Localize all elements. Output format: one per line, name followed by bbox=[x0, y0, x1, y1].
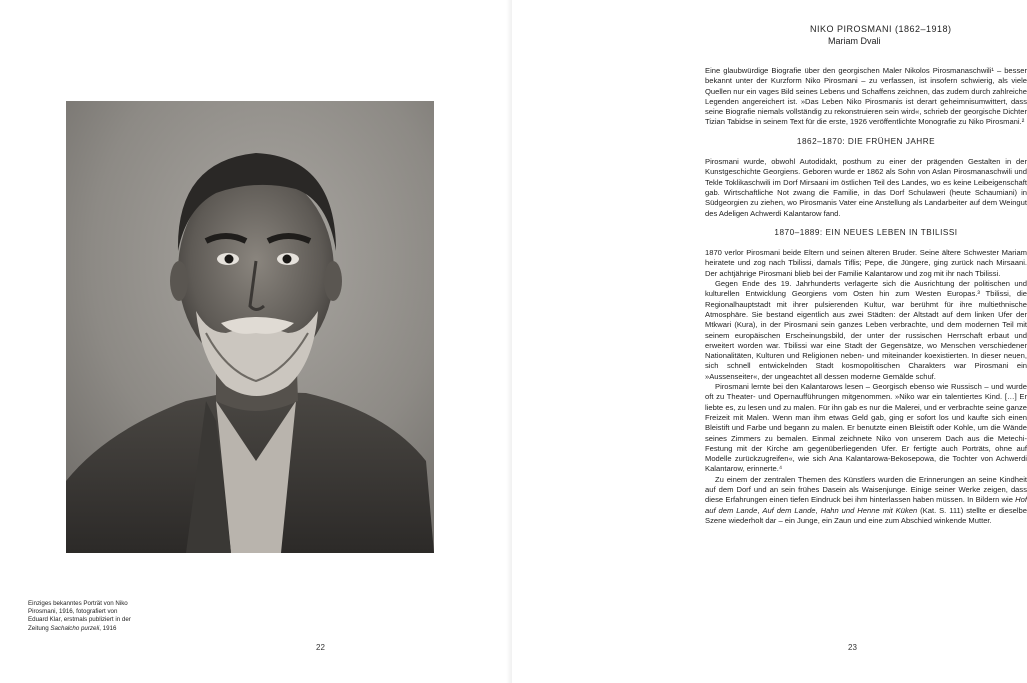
section-heading: 1862–1870: DIE FRÜHEN JAHRE bbox=[796, 136, 936, 146]
section-heading: 1870–1889: EIN NEUES LEBEN IN TBILISSI bbox=[774, 227, 958, 237]
chapter-author: Mariam Dvali bbox=[828, 36, 881, 46]
page-number-right: 23 bbox=[848, 643, 857, 652]
caption-line: Pirosmani, 1916, fotografiert von bbox=[28, 608, 118, 616]
caption-line bbox=[28, 625, 168, 633]
section-paragraph: Gegen Ende des 19. Jahrhunderts verlagerte sich die Ausrichtung der politischen und kulturellen Entwicklung Georgiens vom Osten hin zum Westen Europas.³ Tbilissi, die Regionalhauptstadt mit ihrer pulsierenden Kultur, war berühmt für ihre multiethnische Atmosphäre. Sie bestand eigentlich aus zwei Städten: der Altstadt auf dem linken Ufer der Mtkwari (Kura), in der Pirosmani sein ganzes Leben verbrachte, und dem modernen Teil mit seinem europäischen Erscheinungsbild, der unter der russischen Herrschaft erbaut und erweitert worden war. Tbilissi war eine Stadt der Gegensätze, wo Menschen verschiedener Nationalitäten, Kulturen und Religionen neben- und miteinander koexistierten. In dieser neuen, sich schnell entwickelnden Stadt kosmopolitischen Charakters war Pirosmani ein »Aussenseiter«, der ungeachtet all dessen moderne Gemälde schuf. bbox=[705, 279, 1027, 381]
artwork-title: Hahn und Henne mit Küken bbox=[820, 505, 918, 515]
paragraph-text: , bbox=[815, 505, 821, 515]
caption-line: Einziges bekanntes Porträt von Niko bbox=[28, 600, 128, 607]
section-paragraph: 1870 verlor Pirosmani beide Eltern und seinen älteren Bruder. Seine ältere Schwester Mariam heiratete und zog nach Tbilissi, damals Tiflis; Pepe, die Jüngere, ging zurück nach Mirsaani. Der achtjährige Pirosmani blieb bei der Familie Kalantarow und zog mit ihr nach Tbilissi. bbox=[705, 248, 1027, 278]
paragraph-text: , bbox=[757, 505, 763, 515]
caption-newspaper-title: Sachalcho purzeli bbox=[50, 624, 100, 632]
intro-paragraph: Eine glaubwürdige Biografie über den georgischen Maler Nikolos Pirosmanaschwili¹ – besser bekannt unter der Kurzform Niko Pirosmani – zu verfassen, ist insofern schwierig, als viele Quellen nur ein vages Bild seines Lebens und Schaffens zeichnen, das zudem durch zahlreiche Legenden angereichert ist. »Das Leben Niko Pirosmanis ist derart geheimnisumwittert, dass seine Biografie niemals vollständig zu rekonstruieren sein wird«, schrieb der georgische Dichter Tizian Tabidse in seinem Text für die erste, 1926 veröffentlichte Monografie zu Niko Pirosmani.² bbox=[705, 66, 1027, 127]
caption-text: , 1916 bbox=[99, 624, 117, 632]
paragraph-text: Zu einem der zentralen Themen des Künstlers wurden die Erinnerungen an seine Kindheit auf dem Dorf und an sein frühes Dasein als Waisenjunge. Einige seiner Werke zeigen, dass diese Erfahrungen einen tiefen Eindruck bei ihm hinterlassen haben müssen. In Bildern wie bbox=[705, 474, 1027, 505]
artwork-title: Hof auf dem Lande bbox=[705, 495, 1027, 515]
page-number-left: 22 bbox=[316, 643, 325, 652]
left-page bbox=[0, 0, 512, 683]
section-paragraph: Pirosmani lernte bei den Kalantarows lesen – Georgisch ebenso wie Russisch – und wurde oft zu Theater- und Opernaufführungen mitgenommen. »Niko war ein talentiertes Kind. […] Er liebte es, zu lesen und zu malen. Für ihn gab es nur die Malerei, und er verbrachte seine ganze Freizeit mit Malen. Wenn man ihm etwas Geld gab, ging er sofort los und kaufte sich einen Bleistift und Farbe und begann zu malen. Er benutzte einen Bleistift oder Kohle, um die Wände seines Zimmers zu bemalen. Einmal zeichnete Niko von unserem Dach aus die Metechi-Festung mit der Kirche am gegenüberliegenden Ufer. Er fertigte auch Porträts, ohne auf Modelle zurückzugreifen«, wie sich Ana Kalantarowa-Bekosepowa, die Tochter von Achwerdi Kalantarow, erinnerte.⁴ bbox=[705, 382, 1027, 474]
artwork-title: Auf dem Lande bbox=[762, 505, 816, 515]
section-paragraph bbox=[705, 475, 1027, 526]
chapter-title: NIKO PIROSMANI (1862–1918) bbox=[810, 24, 952, 34]
caption-line: Eduard Klar, erstmals publiziert in der bbox=[28, 616, 131, 624]
photo-caption bbox=[28, 600, 168, 633]
portrait-image bbox=[66, 101, 434, 553]
caption-text: Zeitung bbox=[28, 624, 51, 632]
portrait-photograph bbox=[66, 101, 434, 553]
paragraph-text: (Kat. S. 111) stellte er dieselbe Szene wiederholt dar – ein Junge, ein Zaun und eine zum Abschied winkende Mutter. bbox=[705, 505, 1027, 525]
section-paragraph: Pirosmani wurde, obwohl Autodidakt, posthum zu einer der prägenden Gestalten in der Kunstgeschichte Georgiens. Geboren wurde er 1862 als Sohn von Aslan Pirosmanaschwili und Tekle Toklikaschwili im Dorf Mirsaani im östlichen Teil des Landes, wo es keine Leibeigenschaft gab. Wirtschaftliche Not zwang die Familie, in das Dorf Schulaweri (heute Schaumiani) in Südgeorgien zu ziehen, wo Pirosmanis Vater eine Anstellung als Landarbeiter auf dem Weingut des Adeligen Achwerdi Kalantarow fand. bbox=[705, 157, 1027, 218]
body-text-column bbox=[705, 66, 1027, 526]
